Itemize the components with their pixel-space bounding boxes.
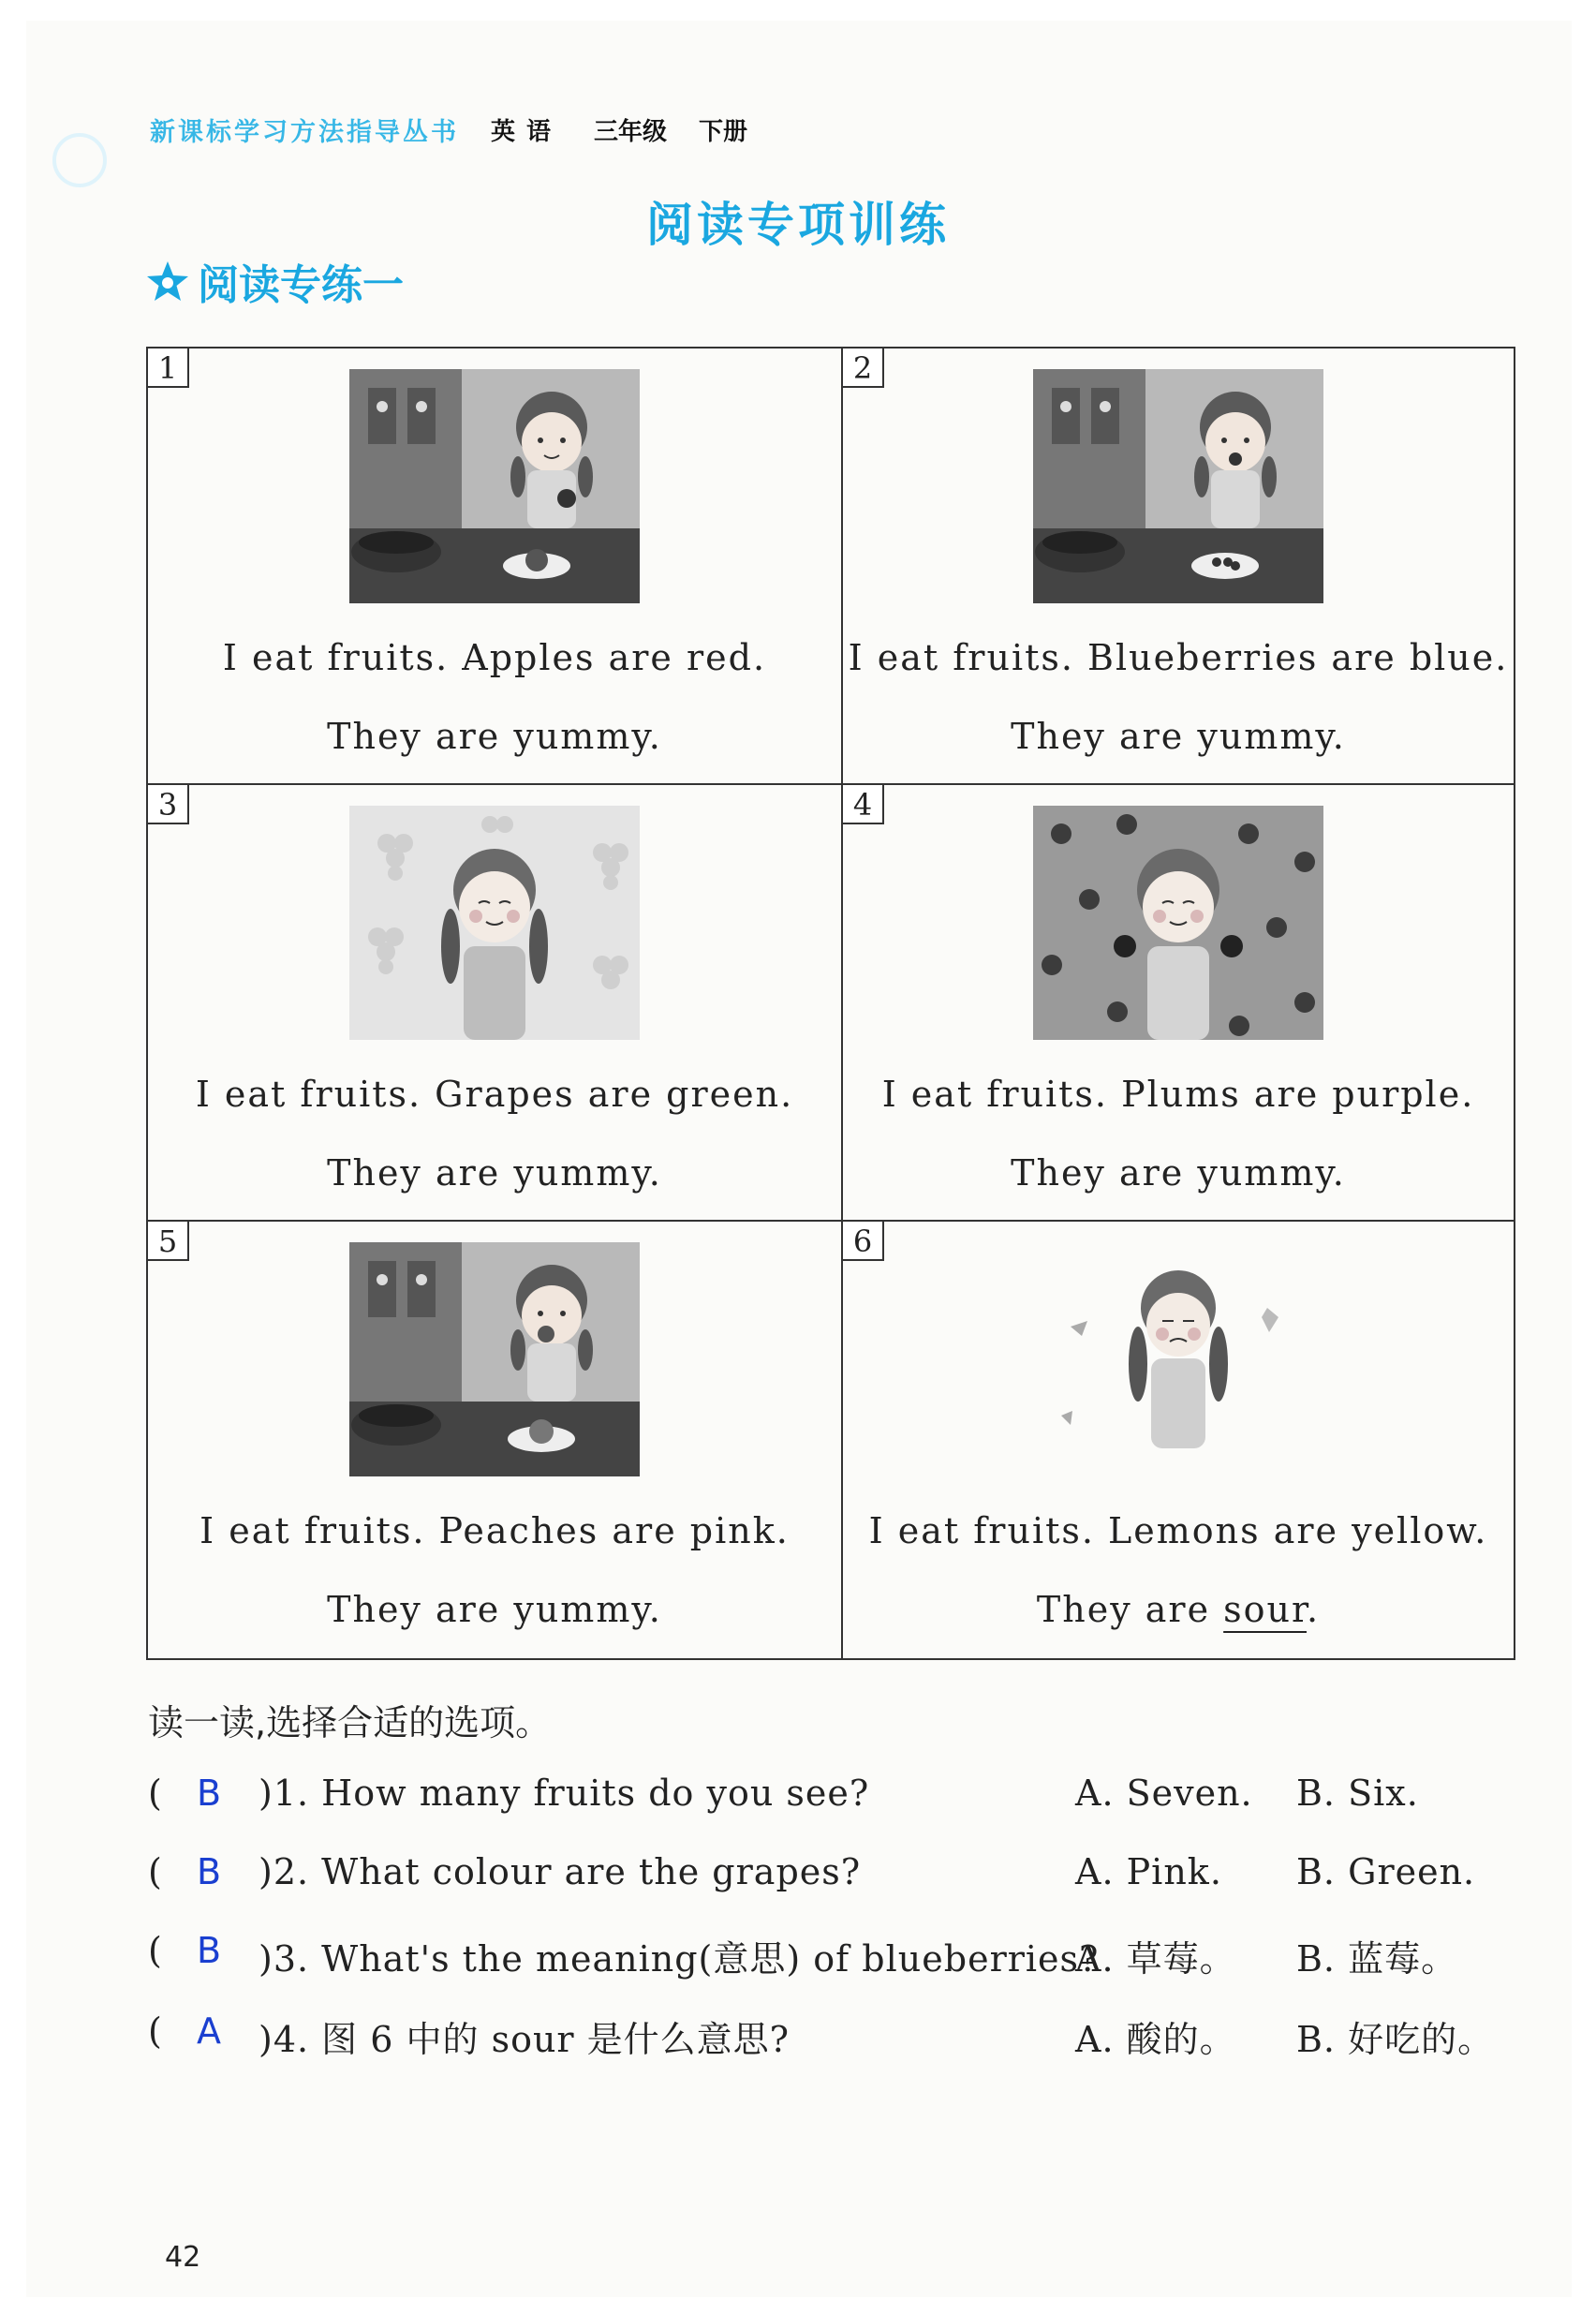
panel-sentence: They are yummy. — [327, 716, 662, 757]
panel-sentence — [843, 1589, 1514, 1630]
girl-with-grapes-illustration — [349, 806, 640, 1040]
answer-bracket: ( — [148, 2010, 163, 2052]
question-stem: )4. 图 6 中的 sour 是什么意思? — [259, 2019, 791, 2060]
question-3 — [148, 1930, 1534, 1986]
option-b: B. Six. — [1296, 1773, 1419, 1814]
question-stem: )3. What's the meaning(意思) of blueberries? — [259, 1938, 1100, 1980]
option-b: B. 蓝莓。 — [1296, 1938, 1458, 1980]
option-a: A. Seven. — [1075, 1773, 1253, 1814]
answer-bracket: ( — [148, 1851, 163, 1892]
panel-sentence: I eat fruits. Blueberries are blue. — [848, 637, 1509, 678]
panel-sentence: I eat fruits. Plums are purple. — [881, 1074, 1475, 1115]
panel-number: 4 — [843, 785, 884, 824]
panel-number: 5 — [148, 1222, 189, 1261]
answer-mark: A — [197, 2010, 222, 2052]
answer-bracket: ( — [148, 1773, 163, 1814]
instruction-text: 读一读,选择合适的选项。 — [148, 1702, 552, 1743]
question-2 — [148, 1851, 1534, 1907]
panel-6 — [843, 1222, 1514, 1658]
option-a: A. Pink. — [1075, 1851, 1222, 1892]
volume-label: 下册 — [699, 117, 748, 146]
grade-label: 三年级 — [594, 117, 668, 146]
subject-label: 英语 — [491, 117, 563, 146]
answer-mark: B — [197, 1851, 223, 1892]
sentence-prefix: They are — [1036, 1589, 1224, 1630]
girl-eating-apple-illustration — [349, 369, 640, 603]
panel-2 — [843, 349, 1514, 785]
section-title-text: 阅读专练一 — [198, 261, 404, 309]
panel-5 — [148, 1222, 843, 1658]
girl-eating-peach-illustration — [349, 1242, 640, 1476]
panel-3 — [148, 785, 843, 1222]
sentence-suffix: . — [1307, 1589, 1321, 1630]
panel-sentence: They are yummy. — [1011, 716, 1346, 757]
panel-number: 6 — [843, 1222, 884, 1261]
panel-4 — [843, 785, 1514, 1222]
page-title: 阅读专项训练 — [646, 198, 950, 252]
book-header — [150, 111, 747, 148]
page-number: 42 — [165, 2241, 201, 2274]
panel-sentence: I eat fruits. Apples are red. — [222, 637, 767, 678]
option-a: A. 草莓。 — [1075, 1938, 1236, 1980]
series-title: 新课标学习方法指导丛书 — [150, 117, 459, 147]
section-title — [145, 251, 404, 311]
question-1 — [148, 1773, 1534, 1829]
reading-panels-grid — [146, 347, 1515, 1660]
panel-sentence: They are yummy. — [327, 1589, 662, 1630]
answer-mark: B — [197, 1773, 223, 1814]
panel-number: 3 — [148, 785, 189, 824]
underlined-word-sour: sour — [1223, 1589, 1307, 1630]
girl-tasting-lemon-illustration — [1033, 1242, 1323, 1476]
panel-sentence: They are yummy. — [1011, 1152, 1346, 1194]
panel-1 — [148, 349, 843, 785]
panel-sentence: I eat fruits. Peaches are pink. — [200, 1510, 790, 1551]
option-b: B. Green. — [1296, 1851, 1476, 1892]
girl-eating-blueberries-illustration — [1033, 369, 1323, 603]
answer-bracket: ( — [148, 1930, 163, 1971]
girl-with-plums-illustration — [1033, 806, 1323, 1040]
question-stem: )1. How many fruits do you see? — [259, 1773, 870, 1814]
panel-number: 1 — [148, 349, 189, 388]
question-4 — [148, 2010, 1534, 2067]
circle-decoration — [52, 133, 107, 187]
star-icon — [145, 259, 190, 304]
question-stem: )2. What colour are the grapes? — [259, 1851, 862, 1892]
panel-number: 2 — [843, 349, 884, 388]
option-a: A. 酸的。 — [1075, 2019, 1236, 2060]
option-b: B. 好吃的。 — [1296, 2019, 1495, 2060]
panel-sentence: They are yummy. — [327, 1152, 662, 1194]
panel-sentence: I eat fruits. Grapes are green. — [195, 1074, 794, 1115]
panel-sentence: I eat fruits. Lemons are yellow. — [868, 1510, 1488, 1551]
answer-mark: B — [197, 1930, 223, 1971]
